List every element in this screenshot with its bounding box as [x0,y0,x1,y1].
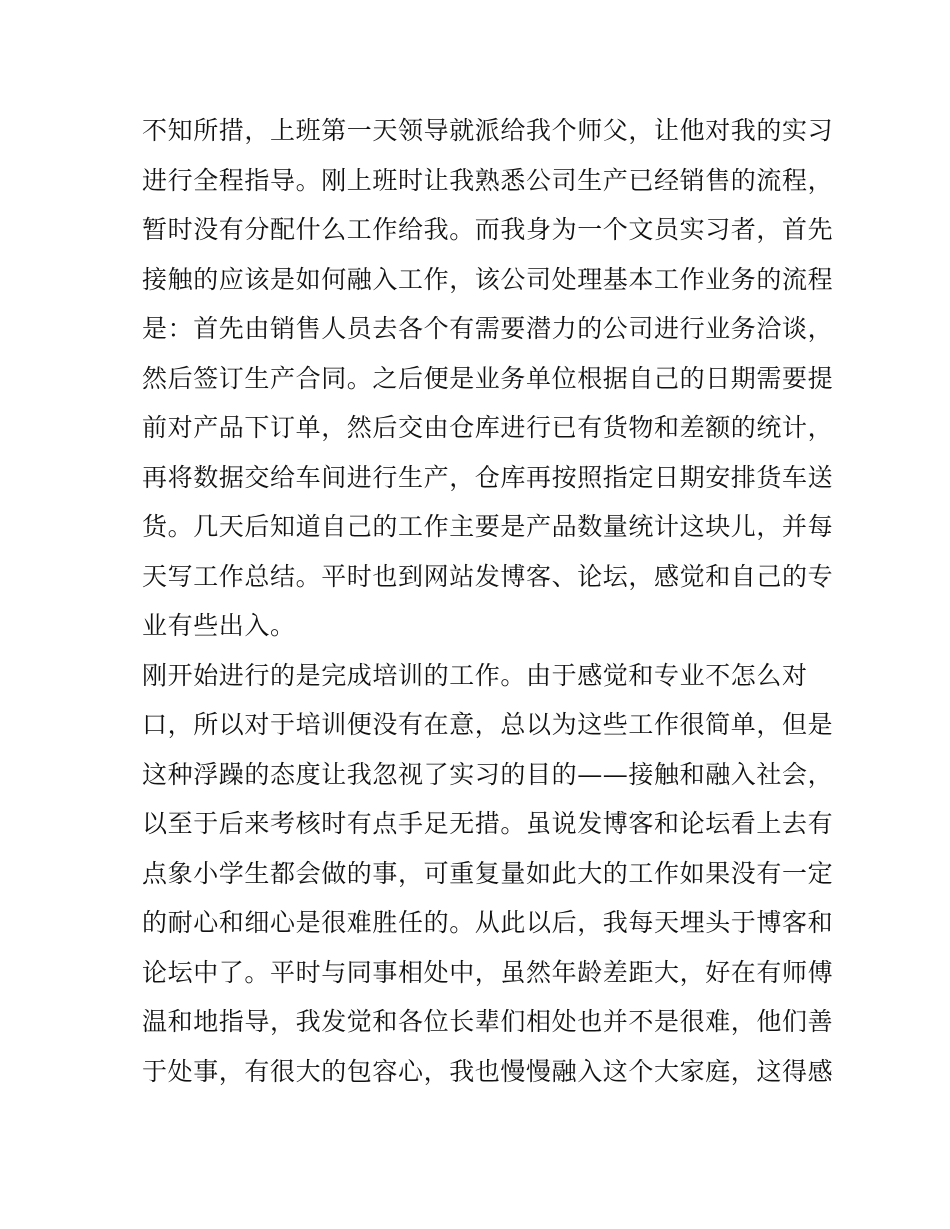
text-line: 这种浮躁的态度让我忽视了实习的目的——接触和融入社会， [142,759,834,789]
text-line: 于处事，有很大的包容心，我也慢慢融入这个大家庭，这得感 [142,1056,834,1086]
text-line: 的耐心和细心是很难胜任的。从此以后，我每天埋头于博客和 [142,908,834,937]
text-line: 然后签订生产合同。之后便是业务单位根据自己的日期需要提 [142,363,834,393]
text-line: 是：首先由销售人员去各个有需要潜力的公司进行业务洽谈， [142,314,834,343]
text-line: 刚开始进行的是完成培训的工作。由于感觉和专业不怎么对 [142,660,808,690]
text-line: 点象小学生都会做的事，可重复量如此大的工作如果没有一定 [142,858,834,888]
text-line: 进行全程指导。刚上班时让我熟悉公司生产已经销售的流程， [142,165,834,195]
text-line: 论坛中了。平时与同事相处中，虽然年龄差距大，好在有师傅 [142,957,834,987]
text-line: 前对产品下订单，然后交由仓库进行已有货物和差额的统计， [142,413,834,442]
text-line: 以至于后来考核时有点手足无措。虽说发博客和论坛看上去有 [142,809,834,838]
text-line: 温和地指导，我发觉和各位长辈们相处也并不是很难，他们善 [142,1007,834,1036]
text-line: 货。几天后知道自己的工作主要是产品数量统计这块儿，并每 [142,512,834,541]
text-line: 暂时没有分配什么工作给我。而我身为一个文员实习者，首先 [142,215,834,244]
text-line: 再将数据交给车间进行生产，仓库再按照指定日期安排货车送 [142,462,834,492]
text-line: 业有些出入。 [142,611,296,640]
text-line: 接触的应该是如何融入工作，该公司处理基本工作业务的流程 [142,264,834,294]
body-text [142,106,834,1096]
text-line: 不知所措，上班第一天领导就派给我个师父，让他对我的实习 [142,116,834,145]
text-line: 口，所以对于培训便没有在意，总以为这些工作很简单，但是 [142,710,834,739]
text-line: 天写工作总结。平时也到网站发博客、论坛，感觉和自己的专 [142,561,834,591]
